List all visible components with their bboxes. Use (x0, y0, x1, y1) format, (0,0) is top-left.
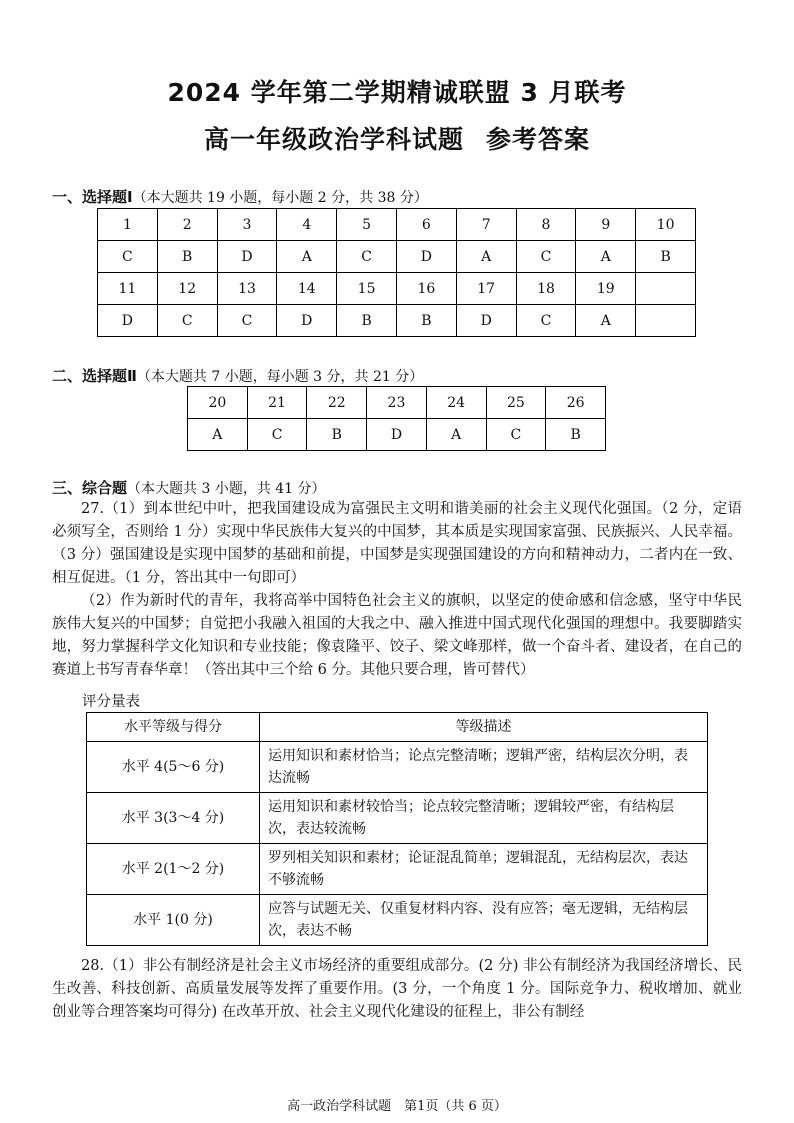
question-number (636, 273, 696, 305)
question-number: 23 (367, 387, 427, 419)
answer-cell: C (247, 419, 307, 451)
question-number: 22 (307, 387, 367, 419)
q27-part2: （2）作为新时代的青年，我将高举中国特色社会主义的旗帜，以坚定的使命感和信念感，坚守中华民族伟大复兴的中国梦；自觉把小我融入祖国的大我之中、融入推进中国式现代化强国的理想中。我要脚踏实地，努力掌握科学文化知识和专业技能；像袁隆平、饺子、梁文峰那样，做一个奋斗者、建设者，在自己的赛道上书写青春华章！（答出其中三个给 6 分。其他只要合理，皆可替代） (52, 593, 742, 678)
rubric-desc: 应答与试题无关、仅重复材料内容、没有应答；毫无逻辑，无结构层次，表达不畅 (260, 895, 708, 946)
page-title: 2024 学年第二学期精诚联盟 3 月联考 (167, 78, 627, 107)
rubric-level: 水平 4(5～6 分) (87, 742, 260, 793)
subtitle-left: 高一年级政治学科试题 (203, 125, 464, 154)
section3-note: （本大题共 3 小题，共 41 分） (127, 481, 326, 497)
rubric-row (87, 895, 708, 946)
answer-cell: D (217, 241, 277, 273)
section1-note: （本大题共 19 小题，每小题 2 分，共 38 分） (132, 190, 428, 206)
answer-cell: D (98, 305, 158, 337)
question-number: 16 (396, 273, 456, 305)
answer-cell: C (157, 305, 217, 337)
answer-cell: C (98, 241, 158, 273)
section1-header (52, 186, 428, 207)
answer-cell: A (277, 241, 337, 273)
answer-cell: C (516, 241, 576, 273)
answer-cell: C (337, 241, 397, 273)
q27-part1: 27.（1）到本世纪中叶，把我国建设成为富强民主文明和谐美丽的社会主义现代化强国。（2 分，定语必须写全，否则给 1 分）实现中华民族伟大复兴的中国梦，其本质是实现国家富强、民族振兴、人民幸福。（3 分）强国建设是实现中国梦的基础和前提，中国梦是实现强国建设的方向和精神动力，二者内在一致、相互促进。（1 分，答出其中一句即可） (52, 501, 742, 586)
answer-cell (636, 305, 696, 337)
question-number: 11 (98, 273, 158, 305)
question-number: 24 (426, 387, 486, 419)
rubric-row (87, 793, 708, 844)
section2-header (52, 365, 423, 386)
question-number: 6 (396, 209, 456, 241)
question-number: 12 (157, 273, 217, 305)
answer-cell: C (516, 305, 576, 337)
question-number-row (98, 209, 696, 241)
page-subtitle (0, 120, 794, 156)
question-number: 14 (277, 273, 337, 305)
answer-cell: B (307, 419, 367, 451)
q28-answer (52, 955, 742, 1024)
rubric-head-level: 水平等级与得分 (87, 713, 260, 742)
q27-answer (52, 498, 742, 682)
answer-cell: D (456, 305, 516, 337)
answer-cell: A (576, 241, 636, 273)
question-number-row (98, 273, 696, 305)
answer-cell: A (188, 419, 248, 451)
question-number-row (188, 387, 606, 419)
answer-cell: A (426, 419, 486, 451)
answer-cell: B (636, 241, 696, 273)
answer-row (188, 419, 606, 451)
answer-cell: D (277, 305, 337, 337)
rubric-table (86, 712, 708, 946)
question-number: 19 (576, 273, 636, 305)
answer-row (98, 241, 696, 273)
answer-cell: B (396, 305, 456, 337)
rubric-header-row (87, 713, 708, 742)
question-number: 13 (217, 273, 277, 305)
question-number: 5 (337, 209, 397, 241)
section1-heading: 一、选择题Ⅰ (52, 188, 133, 206)
question-number: 1 (98, 209, 158, 241)
rubric-level: 水平 2(1～2 分) (87, 844, 260, 895)
rubric-level: 水平 1(0 分) (87, 895, 260, 946)
question-number: 17 (456, 273, 516, 305)
question-number: 3 (217, 209, 277, 241)
rubric-row (87, 742, 708, 793)
question-number: 2 (157, 209, 217, 241)
rubric-level: 水平 3(3～4 分) (87, 793, 260, 844)
answer-cell: B (157, 241, 217, 273)
answer-cell: D (367, 419, 427, 451)
question-number: 25 (486, 387, 546, 419)
section3-header (52, 477, 326, 498)
question-number: 21 (247, 387, 307, 419)
rubric-head-desc: 等级描述 (260, 713, 708, 742)
answer-row (98, 305, 696, 337)
answer-cell: B (337, 305, 397, 337)
section2-note: （本大题共 7 小题，每小题 3 分，共 21 分） (136, 369, 424, 385)
question-number: 10 (636, 209, 696, 241)
question-number: 20 (188, 387, 248, 419)
question-number: 4 (277, 209, 337, 241)
answer-cell: B (546, 419, 606, 451)
section2-heading: 二、选择题Ⅱ (52, 367, 137, 385)
rubric-row (87, 844, 708, 895)
page-footer: 高一政治学科试题 第1页（共 6 页） (287, 1099, 507, 1114)
rubric-label: 评分量表 (82, 694, 140, 710)
answer-cell: C (486, 419, 546, 451)
rubric-desc: 运用知识和素材恰当；论点完整清晰；逻辑严密，结构层次分明，表达流畅 (260, 742, 708, 793)
answer-cell: D (396, 241, 456, 273)
rubric-desc: 运用知识和素材较恰当；论点较完整清晰；逻辑较严密，有结构层次，表达较流畅 (260, 793, 708, 844)
q28-part1: 28.（1）非公有制经济是社会主义市场经济的重要组成部分。(2 分) 非公有制经济为我国经济增长、民生改善、科技创新、高质量发展等发挥了重要作用。(3 分，一个角度 1 分。国际竞争力、税收增加、就业创业等合理答案均可得分) 在改革开放、社会主义现代化建设的征程上，非公有制经 (52, 958, 742, 1020)
question-number: 26 (546, 387, 606, 419)
answer-cell: C (217, 305, 277, 337)
answer-cell: A (576, 305, 636, 337)
section3-heading: 三、综合题 (52, 479, 128, 497)
question-number: 18 (516, 273, 576, 305)
rubric-desc: 罗列相关知识和素材；论证混乱简单；逻辑混乱，无结构层次，表达不够流畅 (260, 844, 708, 895)
choice1-table (97, 208, 696, 337)
question-number: 9 (576, 209, 636, 241)
question-number: 7 (456, 209, 516, 241)
choice2-table (187, 386, 606, 451)
answer-cell: A (456, 241, 516, 273)
subtitle-right: 参考答案 (486, 125, 591, 154)
question-number: 15 (337, 273, 397, 305)
question-number: 8 (516, 209, 576, 241)
